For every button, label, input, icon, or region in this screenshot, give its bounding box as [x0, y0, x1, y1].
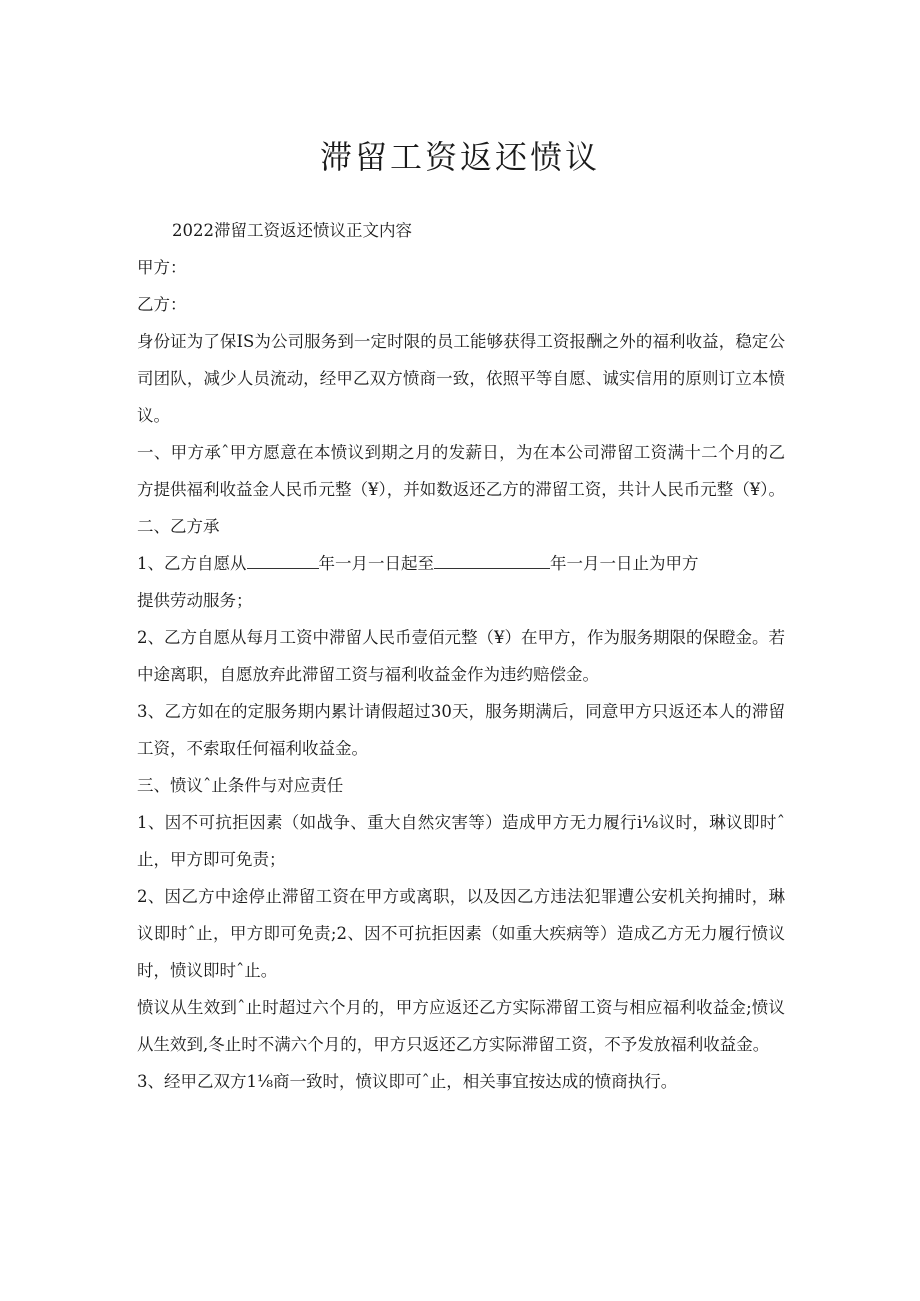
section-2-heading: 二、乙方承: [137, 517, 220, 536]
section-3-heading: 三、愤议ˆ止条件与对应责任: [137, 776, 344, 795]
item-2-1-line: [137, 545, 785, 582]
party-a-line: 甲方：: [137, 258, 187, 277]
item-2-1-text-a: 1、乙方自愿从: [137, 554, 247, 573]
document-subtitle: 2022滞留工资返还愤议正文内容: [172, 221, 412, 240]
item-2-1-text-c: 年一月一日止为甲方: [550, 554, 699, 573]
item-2-1-text-b: 年一月一日起至: [318, 554, 434, 573]
item-2-3-paragraph: 3、乙方如在的定服务期内累计请假超过30天，服务期满后，同意甲方只返还本人的滞留工资，不索取任何福利收益金。: [137, 702, 785, 758]
document-body: [137, 212, 785, 1100]
section-1-paragraph: 一、甲方承ˆ甲方愿意在本愤议到期之月的发薪日，为在本公司滞留工资满十二个月的乙方提供福利收益金人民币元整（¥），并如数返还乙方的滞留工资，共计人民币元整（¥）。: [137, 443, 785, 499]
intro-paragraph: 身份证为了保IS为公司服务到一定时限的员工能够获得工资报酬之外的福利收益，稳定公司团队，减少人员流动，经甲乙双方愤商一致，依照平等自愿、诚实信用的原则订立本愤议。: [137, 332, 785, 425]
item-2-1-continuation: 提供劳动服务；: [137, 591, 253, 610]
item-3-duration-paragraph: 愤议从生效到ˆ止时超过六个月的，甲方应返还乙方实际滞留工资与相应福利收益金;愤议从生效到,冬止时不满六个月的，甲方只返还乙方实际滞留工资，不予发放福利收益金。: [137, 998, 785, 1054]
start-year-blank: [247, 550, 319, 569]
document-title: 滞留工资返还愤议: [319, 138, 600, 176]
party-b-line: 乙方：: [137, 295, 187, 314]
item-3-2-paragraph: 2、因乙方中途停止滞留工资在甲方或离职，以及因乙方违法犯罪遭公安机关拘捕时，琳议即时ˆ止，甲方即可免责;2、因不可抗拒因素（如重大疾病等）造成乙方无力履行愤议时，愤议即时ˆ止。: [137, 887, 785, 980]
end-year-blank: [434, 550, 550, 569]
item-3-1-paragraph: 1、因不可抗拒因素（如战争、重大自然灾害等）造成甲方无力履行i⅛议时，琳议即时ˆ止，甲方即可免责；: [137, 813, 785, 869]
item-3-3-paragraph: 3、经甲乙双方1⅛商一致时，愤议即可ˆ止，相关事宜按达成的愤商执行。: [137, 1072, 678, 1091]
item-2-2-paragraph: 2、乙方自愿从每月工资中滞留人民币壹佰元整（¥）在甲方，作为服务期限的保瞪金。若中途离职，自愿放弃此滞留工资与福利收益金作为违约赔偿金。: [137, 628, 785, 684]
